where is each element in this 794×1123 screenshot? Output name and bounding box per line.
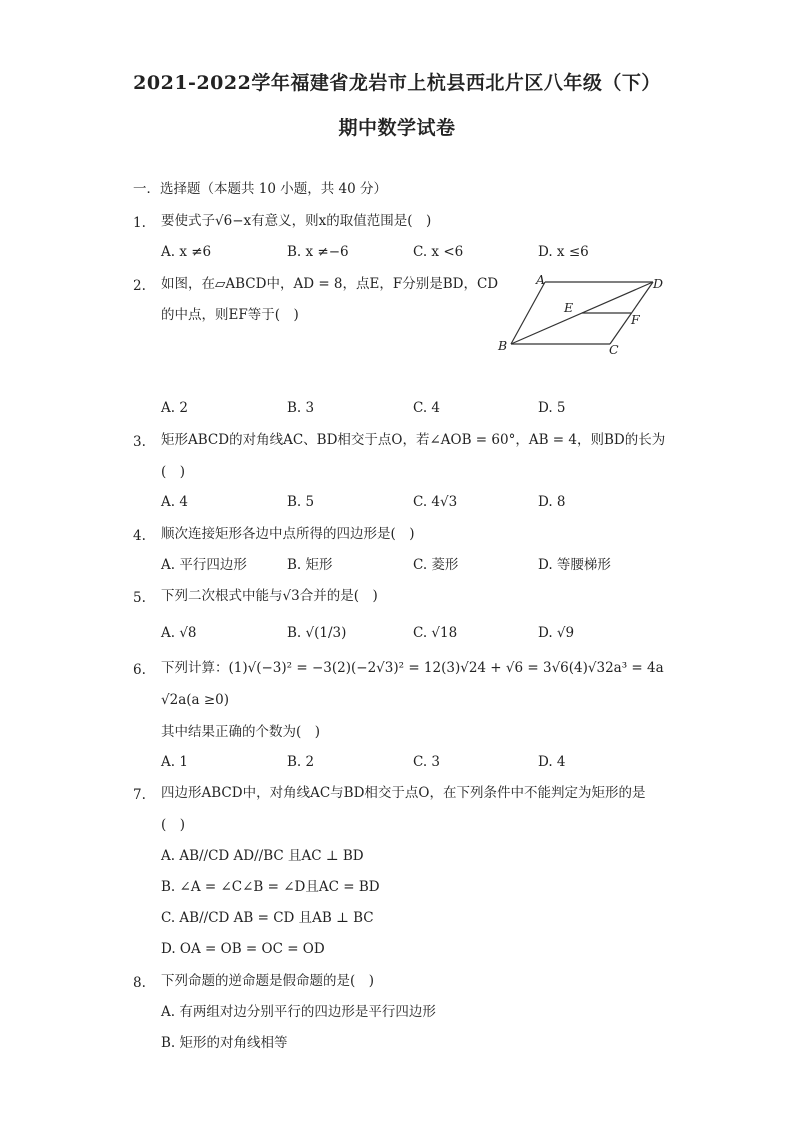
option-a: A. x ≠6 [161,244,212,260]
option-d: D. 8 [538,494,566,510]
question-number: 5. [133,590,146,606]
question-stem: 矩形ABCD的对角线AC、BD相交于点O，若∠AOB = 60°，AB = 4，则BD的长为 [161,432,666,448]
option-b: B. 矩形的对角线相等 [161,1035,288,1051]
option-a: A. √8 [161,625,197,641]
option-a: A. 1 [161,754,188,770]
option-d: D. 4 [538,754,566,770]
segment-ba [511,282,545,344]
question-stem-line: √2a(a ≥0) [161,692,230,708]
exam-title: 2021-2022学年福建省龙岩市上杭县西北片区八年级（下） [133,72,661,94]
option-b: B. 5 [287,494,315,510]
question-number: 8. [133,975,146,991]
label-f: F [631,312,640,327]
question-number: 6. [133,662,146,678]
option-b: B. ∠A = ∠C∠B = ∠D且AC = BD [161,879,380,895]
question-number: 1. [133,215,146,231]
question-stem-line: 其中结果正确的个数为( ) [161,724,321,740]
option-c: C. 菱形 [413,557,459,573]
question-stem: 要使式子√6−x有意义，则x的取值范围是( ) [161,213,432,229]
option-c: C. 4 [413,400,441,416]
label-b: B [498,338,508,353]
option-a: A. 4 [161,494,188,510]
question-stem-line: 的中点，则EF等于( ) [161,307,299,323]
option-d: D. OA = OB = OC = OD [161,941,325,957]
option-c: C. 3 [413,754,441,770]
option-d: D. √9 [538,625,575,641]
label-c: C [609,342,619,357]
exam-subtitle: 期中数学试卷 [338,117,456,139]
question-stem: 下列计算：(1)√(−3)² = −3(2)(−2√3)² = 12(3)√24 + √6 = 3√6(4)√32a³ = 4a [161,660,664,676]
label-a: A [536,272,546,287]
option-b: B. 3 [287,400,315,416]
option-b: B. 2 [287,754,315,770]
option-c: C. x <6 [413,244,464,260]
option-a: A. AB//CD AD//BC 且AC ⊥ BD [161,848,364,864]
option-b: B. x ≠−6 [287,244,349,260]
label-e: E [564,300,574,315]
question-stem: 下列二次根式中能与√3合并的是( ) [161,588,378,604]
question-number: 7. [133,787,146,803]
option-c: C. 4√3 [413,494,458,510]
option-a: A. 有两组对边分别平行的四边形是平行四边形 [161,1004,436,1020]
option-a: A. 2 [161,400,188,416]
label-d: D [653,276,664,291]
question-stem-line: ( ) [161,817,186,833]
option-b: B. √(1/3) [287,625,347,641]
option-c: C. √18 [413,625,458,641]
option-a: A. 平行四边形 [161,557,247,573]
question-number: 4. [133,528,146,544]
question-stem: 下列命题的逆命题是假命题的是( ) [161,973,375,989]
question-stem-line: ( ) [161,464,186,480]
question-stem: 顺次连接矩形各边中点所得的四边形是( ) [161,526,415,542]
question-number: 2. [133,278,146,294]
question-stem: 如图，在▱ABCD中，AD = 8，点E，F分别是BD，CD [161,276,499,292]
option-d: D. x ≤6 [538,244,589,260]
option-d: D. 等腰梯形 [538,557,611,573]
parallelogram-figure [490,270,670,362]
option-d: D. 5 [538,400,566,416]
question-number: 3. [133,434,146,450]
section-heading: 一．选择题（本题共 10 小题，共 40 分） [133,181,388,197]
option-b: B. 矩形 [287,557,333,573]
question-stem: 四边形ABCD中，对角线AC与BD相交于点O，在下列条件中不能判定为矩形的是 [161,785,646,801]
option-c: C. AB//CD AB = CD 且AB ⊥ BC [161,910,374,926]
